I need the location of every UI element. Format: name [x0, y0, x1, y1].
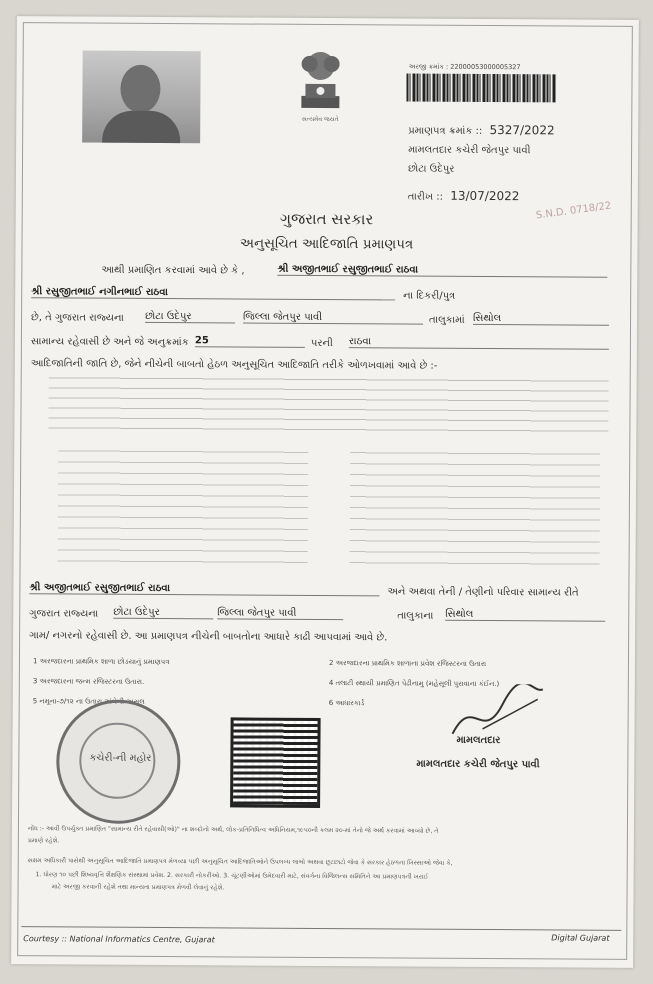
- applicant-photo: [82, 51, 201, 144]
- family-name: શ્રી અજીતભાઈ રસુજીતભાઈ રાઠવા: [29, 582, 379, 596]
- barcode: [406, 73, 556, 102]
- doc-item-6: 6 આધારકાર્ડ: [328, 699, 365, 708]
- qr-code: [230, 717, 321, 808]
- schedule-list-left: [58, 446, 309, 568]
- office-line1: મામલતદાર કચેરી જેતપુર પાવી: [408, 144, 531, 157]
- note-line3: સક્ષમ અધિકારી પાસેથી અનુસૂચિત આદિજાતિ પ્રમાણપત્ર મેળવ્યા પછી અનુસૂચિત આદિજાતિઓને ઉપલબ્ધ લાભો અથવા છૂટછાટો જેવા કે સરકાર હેઠળના ખિસ્સાઓ જેવા કે,: [27, 857, 453, 867]
- tribe-line: આદિજાતિની જાતિ છે, જેને નીચેની બાબતો હેઠળ અનુસૂચિત આદિજાતિ તરીકે ઓળખવામાં આવે છે :-: [30, 358, 438, 372]
- state-emblem-icon: [291, 44, 349, 114]
- family-state-label: ગુજરાત રાજ્યના: [29, 608, 99, 620]
- caste: રાઠવા: [349, 336, 609, 350]
- village: સિથોલ: [473, 313, 609, 326]
- doc-item-2: 2 અરજદારના પ્રાથમિક શાળાના પ્રવેશ રજિસ્ટરના ઉતારા: [328, 659, 487, 668]
- family-taluka-label: તાલુકાના: [397, 610, 434, 622]
- resident-label: સામાન્ય રહેવાસી છે અને જે અનુક્રમાંક: [30, 336, 189, 349]
- doc-item-3: 3 અરજદારના જન્મ રજિસ્ટરના ઉતારા.: [32, 677, 145, 686]
- family-village: સિથોલ: [445, 609, 605, 622]
- note-line4: 1. ધોરણ ૧૦ પછી શિષ્યવૃત્તિ શૈક્ષણિક સંસ્થામાં પ્રવેશ. 2. સરકારી નોકરીઓ. 3. ચૂંટણીઓમાં ઉમેદવારી માટે, સંવર્ગના વિજિલન્સ સમિતિને આ પ્રમાણપત્રની ખરાઈ: [35, 871, 429, 881]
- note-line2: પ્રમાણે રહેશે.: [27, 837, 60, 845]
- office-seal: કચેરી-ની મહોર: [56, 699, 181, 824]
- family-taluka-prefix: જિલ્લા જેતપુર પાવી: [217, 607, 343, 620]
- legal-references-block: [48, 374, 608, 433]
- certify-line: આથી પ્રમાણિત કરવામાં આવે છે કે ,: [101, 264, 245, 277]
- serial-suffix: પરની: [310, 337, 333, 350]
- taluka-label: તાલુકામાં: [429, 314, 465, 326]
- schedule-list-right: [350, 448, 601, 570]
- footer-divider: [21, 926, 621, 931]
- doc-item-1: 1 અરજદારના પ્રાથમિક શાળા છોડયાનું પ્રમાણપત્ર: [32, 657, 170, 667]
- doc-item-5: 5 નમૂના-૭/૧૨ ના ઉતારા અંગેની અસલ: [32, 697, 145, 706]
- note-line1: નોંધ :- આવી ઉપર્યુક્ત પ્રમાણિત "સામાન્ય રીતે રહેવાસી(ઓ)" ના શબ્દોનો અર્થ, લોક-પ્રતિનિધિત્વ અધિનિયમ,૧૯૫૦ની કલમ ૨૦-માં તેનો જે અર્થ કરવામાં આવ્યો છે, તે: [27, 825, 439, 835]
- father-name: શ્રી રસુજીતભાઈ નગીનભાઈ રાઠવા: [31, 286, 395, 300]
- relation-label: ના દિકરી/પુત્ર: [403, 290, 456, 302]
- signature-title: મામલતદાર: [456, 734, 501, 747]
- certificate-number: પ્રમાણપત્ર ક્રમાંક :: 5327/2022: [408, 122, 555, 138]
- certificate-heading: અનુસૂચિત આદિજાતિ પ્રમાણપત્ર: [239, 235, 414, 253]
- family-suffix: અને અથવા તેની / તેણીનો પરિવાર સામાન્ય રીતે: [387, 586, 579, 599]
- district: છોટા ઉદેપુર: [145, 311, 235, 324]
- footer-courtesy: Courtesy :: National Informatics Centre, Gujarat: [23, 934, 215, 945]
- family-district: છોટા ઉદેપુર: [113, 607, 213, 620]
- doc-item-4: 4 તલાટી સ્થાયી પ્રમાણિત પેઢીનામુ (મહેસૂલી પુરાવાના કંઈન.): [328, 679, 500, 689]
- emblem-caption: સત્યમેવ જયતે: [301, 115, 339, 124]
- signature-office: મામલતદાર કચેરી જેતપુર પાવી: [416, 758, 540, 771]
- applicant-name: શ્રી અજીતભાઈ રસુજીતભાઈ રાઠવા: [277, 264, 607, 278]
- certificate-page: [11, 16, 639, 968]
- state-label: છે, તે ગુજરાત રાજ્યના: [31, 312, 124, 324]
- government-heading: ગુજરાત સરકાર: [280, 209, 374, 229]
- district-label: જિલ્લા જેતપુર પાવી: [243, 311, 423, 324]
- note-line5: માટે અરજી કરવાની રહેશે તથા માન્યતા પ્રમાણપત્ર મેળવી લેવાનું રહેશે.: [51, 883, 225, 892]
- issue-date: તારીખ :: 13/07/2022: [407, 188, 520, 204]
- footer-brand: Digital Gujarat: [551, 933, 610, 943]
- serial-number: 25: [195, 335, 305, 348]
- issue-line: ગામ/ નગરનો રહેવાસી છે. આ પ્રમાણપત્ર નીચેની બાબતોના આધારે કાઢી આપવામાં આવે છે.: [29, 630, 388, 644]
- faint-stamp: S.N.D. 0718/22: [535, 200, 612, 222]
- office-line2: છોટા ઉદેપુર: [407, 163, 455, 175]
- application-number: અરજી ક્રમાંક : 22000053000005327: [408, 62, 521, 72]
